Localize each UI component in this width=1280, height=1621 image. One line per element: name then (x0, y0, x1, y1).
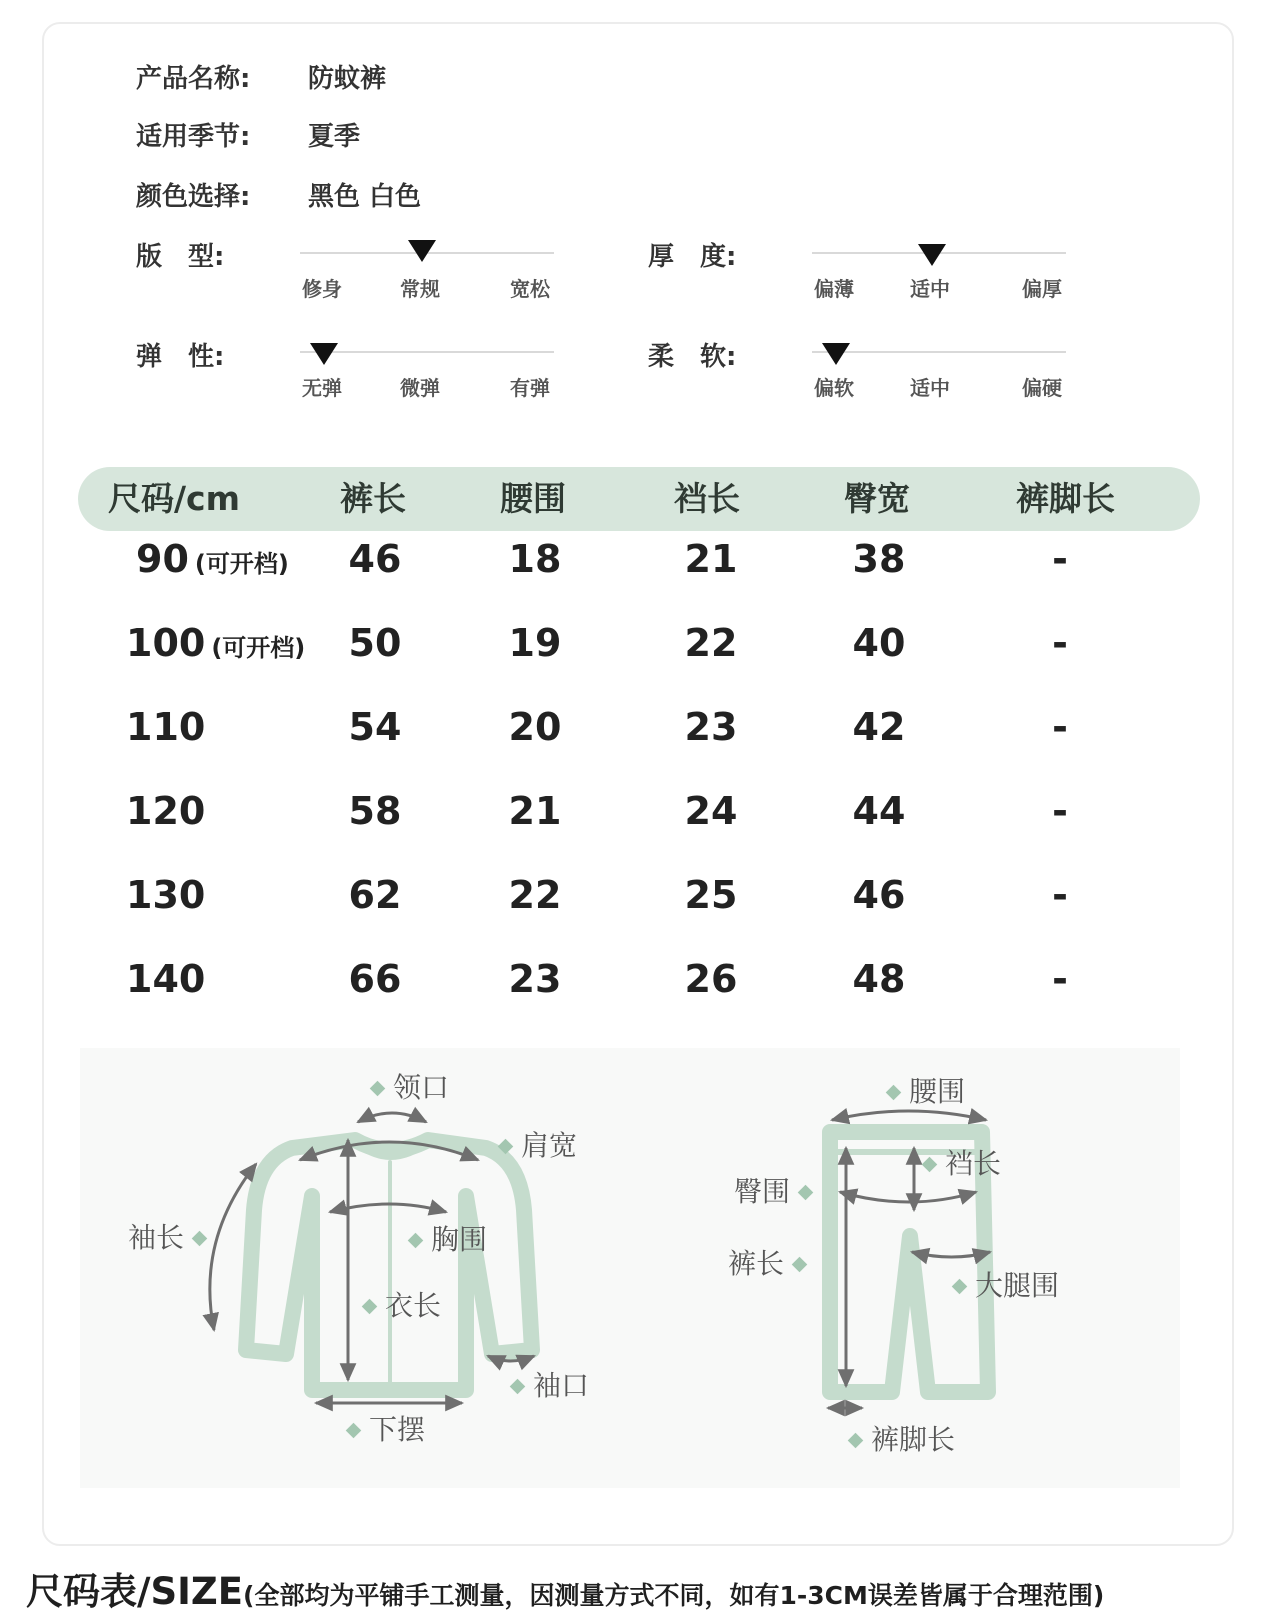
cell-hip: 38 (852, 537, 906, 581)
cell-pants-length: 62 (348, 873, 402, 917)
pants-label-leg-opening (850, 1418, 955, 1458)
shirt-label-hem (348, 1408, 425, 1448)
size-value: 120 (126, 789, 206, 833)
cell-hip: 40 (852, 621, 906, 665)
diamond-icon (498, 1139, 514, 1155)
scale-thickness-label: 厚 度: (648, 242, 737, 272)
cell-rise: 21 (684, 537, 738, 581)
shirt-label-chest-text: 胸围 (431, 1223, 488, 1256)
cell-leg-opening: - (1052, 705, 1068, 749)
diamond-icon (192, 1231, 208, 1247)
size-value: 100 (126, 621, 206, 665)
size-note: (可开档) (211, 634, 306, 662)
cell-hip: 48 (852, 957, 906, 1001)
footer-note: (全部均为平铺手工测量，因测量方式不同，如有1-3CM误差皆属于合理范围) (243, 1581, 1105, 1610)
cell-size (126, 621, 305, 665)
cell-size (136, 537, 289, 581)
cell-size (126, 789, 211, 833)
scale-elasticity-option: 微弹 (400, 376, 440, 400)
info-color-value: 黑色 白色 (308, 182, 422, 212)
cell-waist: 20 (508, 705, 562, 749)
shirt-label-sleeve-text: 袖长 (128, 1221, 185, 1254)
shirt-label-hem-text: 下摆 (369, 1413, 426, 1446)
diamond-icon (370, 1081, 386, 1097)
scale-softness-track (812, 351, 1066, 353)
cell-pants-length: 58 (348, 789, 402, 833)
size-table-header (78, 467, 1200, 531)
header-waist: 腰围 (500, 479, 566, 518)
info-season-value: 夏季 (308, 122, 361, 152)
diamond-icon (952, 1279, 968, 1295)
size-note: (可开档) (194, 550, 289, 578)
cell-leg-opening: - (1052, 789, 1068, 833)
scale-fit-option: 宽松 (510, 277, 550, 301)
shirt-label-cuff-text: 袖口 (533, 1369, 590, 1402)
info-color-label: 颜色选择: (136, 182, 251, 212)
scale-fit-marker (408, 240, 436, 262)
header-size: 尺码/cm (108, 479, 240, 518)
cell-size (126, 957, 211, 1001)
pants-label-rise-text: 裆长 (945, 1147, 1002, 1180)
diamond-icon (922, 1157, 938, 1173)
pants-label-hip-text: 臀围 (734, 1175, 791, 1208)
size-value: 130 (126, 873, 206, 917)
header-hip: 臀宽 (844, 479, 910, 518)
scale-softness-label: 柔 软: (648, 342, 737, 372)
shirt-label-length (364, 1284, 441, 1324)
info-name-label: 产品名称: (136, 64, 251, 94)
pants-label-rise (924, 1142, 1001, 1182)
cell-pants-length: 50 (348, 621, 402, 665)
scale-elasticity-label: 弹 性: (136, 342, 225, 372)
scale-thickness-option: 适中 (910, 277, 950, 301)
shirt-label-length-text: 衣长 (385, 1289, 442, 1322)
cell-leg-opening: - (1052, 873, 1068, 917)
cell-waist: 23 (508, 957, 562, 1001)
cell-waist: 19 (508, 621, 562, 665)
footer-title: 尺码表/SIZE (26, 1570, 244, 1613)
header-rise: 裆长 (674, 479, 740, 518)
scale-fit-option: 常规 (400, 277, 440, 301)
diamond-icon (362, 1299, 378, 1315)
cell-pants-length: 66 (348, 957, 402, 1001)
cell-hip: 44 (852, 789, 906, 833)
scale-fit-label: 版 型: (136, 242, 225, 272)
scale-thickness-option: 偏薄 (814, 277, 854, 301)
diamond-icon (408, 1233, 424, 1249)
scale-elasticity-track (300, 351, 554, 353)
cell-waist: 22 (508, 873, 562, 917)
shirt-label-cuff (512, 1364, 589, 1404)
cell-leg-opening: - (1052, 957, 1068, 1001)
shirt-label-shoulder (500, 1124, 577, 1164)
diamond-icon (848, 1433, 864, 1449)
scale-softness-option: 偏软 (814, 376, 854, 400)
pants-label-thigh (954, 1264, 1059, 1304)
scale-fit-option: 修身 (302, 277, 342, 301)
scale-elasticity-option: 无弹 (302, 376, 342, 400)
diamond-icon (510, 1379, 526, 1395)
info-season-label: 适用季节: (136, 122, 251, 152)
size-chart-footer (26, 1561, 1104, 1615)
cell-hip: 46 (852, 873, 906, 917)
shirt-label-chest (410, 1218, 487, 1258)
size-value: 110 (126, 705, 206, 749)
diamond-icon (792, 1257, 808, 1273)
size-value: 90 (136, 537, 189, 581)
diamond-icon (886, 1085, 902, 1101)
scale-elasticity-option: 有弹 (510, 376, 550, 400)
cell-pants-length: 46 (348, 537, 402, 581)
pants-label-waist-text: 腰围 (909, 1075, 966, 1108)
scale-softness-option: 偏硬 (1022, 376, 1062, 400)
shirt-label-shoulder-text: 肩宽 (521, 1129, 578, 1162)
cell-size (126, 705, 211, 749)
cell-rise: 26 (684, 957, 738, 1001)
scale-softness-option: 适中 (910, 376, 950, 400)
diamond-icon (798, 1185, 814, 1201)
pants-label-length-text: 裤长 (728, 1247, 785, 1280)
cell-waist: 18 (508, 537, 562, 581)
cell-rise: 25 (684, 873, 738, 917)
shirt-label-collar (372, 1066, 449, 1106)
scale-softness-marker (822, 343, 850, 365)
pants-label-length (728, 1242, 805, 1282)
cell-rise: 22 (684, 621, 738, 665)
diamond-icon (346, 1423, 362, 1439)
pants-label-hip (734, 1170, 811, 1210)
scale-thickness-marker (918, 244, 946, 266)
shirt-label-sleeve (128, 1216, 205, 1256)
size-value: 140 (126, 957, 206, 1001)
cell-leg-opening: - (1052, 621, 1068, 665)
pants-label-leg-opening-text: 裤脚长 (871, 1423, 956, 1456)
header-pants-length: 裤长 (340, 479, 406, 518)
header-leg-opening: 裤脚长 (1016, 479, 1115, 518)
pants-label-thigh-text: 大腿围 (975, 1269, 1060, 1302)
cell-hip: 42 (852, 705, 906, 749)
shirt-label-collar-text: 领口 (393, 1071, 450, 1104)
cell-size (126, 873, 211, 917)
cell-rise: 23 (684, 705, 738, 749)
scale-thickness-option: 偏厚 (1022, 277, 1062, 301)
cell-rise: 24 (684, 789, 738, 833)
cell-pants-length: 54 (348, 705, 402, 749)
pants-label-waist (888, 1070, 965, 1110)
cell-leg-opening: - (1052, 537, 1068, 581)
scale-elasticity-marker (310, 343, 338, 365)
cell-waist: 21 (508, 789, 562, 833)
info-name-value: 防蚊裤 (308, 64, 387, 94)
